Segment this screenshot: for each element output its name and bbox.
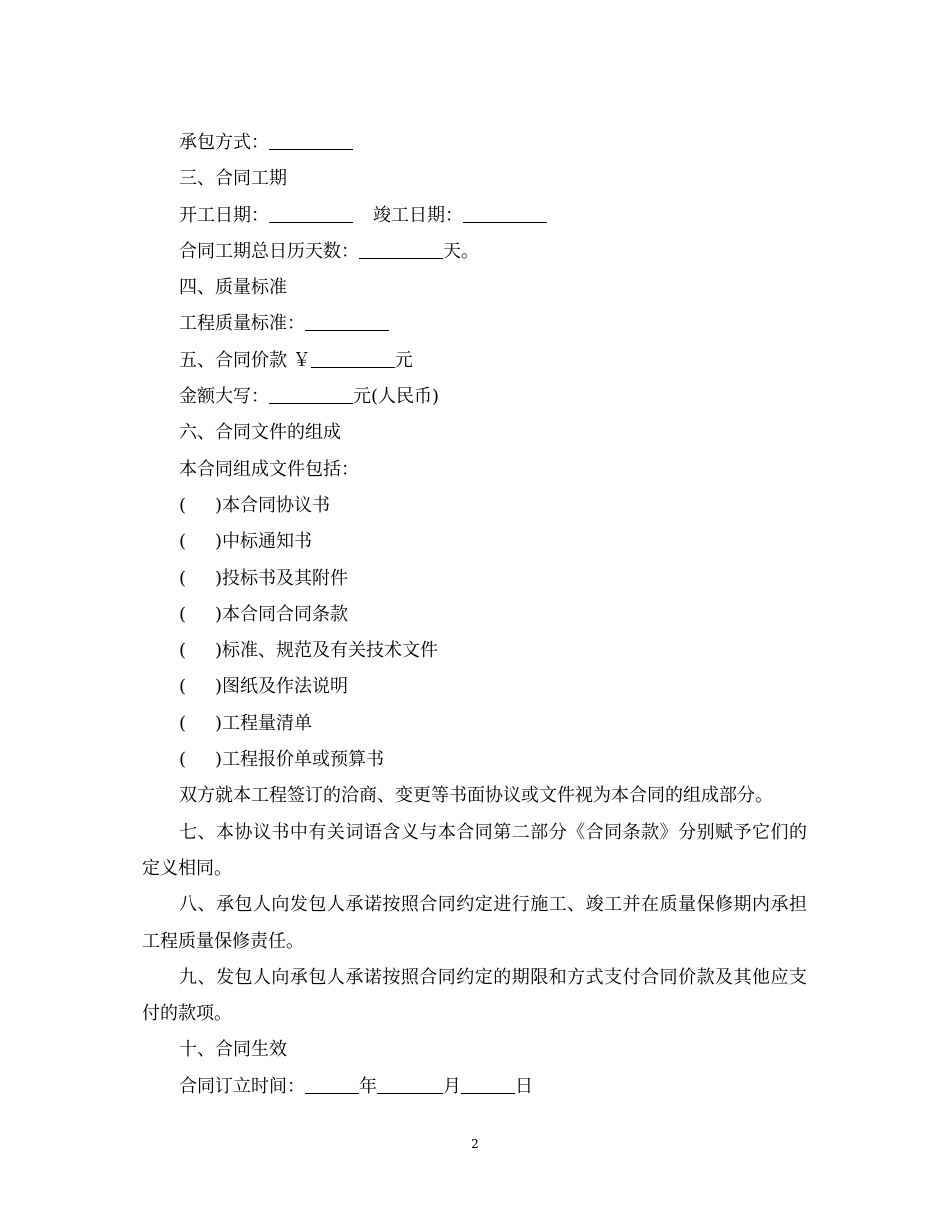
document-body — [142, 125, 807, 1105]
checkbox-paren: ( — [179, 749, 187, 771]
paragraph-9: 九、发包人向承包人承诺按照合同约定的期限和方式支付合同价款及其他应支付的款项。 — [142, 966, 807, 1025]
checkbox-paren: ( — [179, 640, 187, 662]
price-blank — [311, 349, 395, 368]
paragraph-supplement: 双方就本工程签订的洽商、变更等书面协议或文件视为本合同的组成部分。 — [179, 785, 773, 807]
contract-mode-line — [142, 125, 807, 161]
total-days-blank — [359, 240, 443, 259]
sign-day-blank — [461, 1075, 515, 1094]
checkbox-paren: ( — [179, 531, 187, 553]
amount-words-line — [142, 379, 807, 415]
amount-words-unit: 元(人民币) — [353, 386, 440, 408]
section6-title: 六、合同文件的组成 — [179, 422, 341, 444]
quality-standard-blank — [305, 312, 389, 331]
paragraph-8: 八、承包人向发包人承诺按照合同约定进行施工、竣工并在质量保修期内承担工程质量保修责任。 — [142, 894, 807, 952]
document-item-label: )中标通知书 — [215, 531, 313, 553]
start-date-blank — [269, 204, 353, 223]
sign-month-blank — [377, 1075, 443, 1094]
section5-title: 五、合同价款 ￥ — [179, 349, 311, 371]
document-item-label: )图纸及作法说明 — [215, 676, 349, 698]
document-item-label: )本合同合同条款 — [215, 603, 349, 625]
sign-date-line — [142, 1069, 807, 1105]
section3-title: 三、合同工期 — [179, 168, 287, 190]
quality-standard-label: 工程质量标准： — [179, 313, 305, 335]
total-days-line — [142, 234, 807, 270]
price-line — [142, 343, 807, 379]
checkbox-paren: ( — [179, 567, 187, 589]
completion-date-blank — [463, 204, 547, 223]
year-unit: 年 — [359, 1075, 377, 1097]
section10-title: 十、合同生效 — [179, 1039, 287, 1061]
day-unit: 日 — [515, 1075, 533, 1097]
docs-intro: 本合同组成文件包括： — [179, 458, 359, 480]
month-unit: 月 — [443, 1075, 461, 1097]
checkbox-paren: ( — [179, 676, 187, 698]
document-item-label: )工程报价单或预算书 — [215, 749, 385, 771]
document-item — [142, 524, 807, 560]
document-item — [142, 633, 807, 669]
amount-words-label: 金额大写： — [179, 386, 269, 408]
completion-date-label: 竣工日期： — [373, 204, 463, 226]
checkbox-paren: ( — [179, 494, 187, 516]
document-item — [142, 669, 807, 705]
dates-line — [142, 198, 807, 234]
start-date-label: 开工日期： — [179, 204, 269, 226]
contract-mode-label: 承包方式： — [179, 132, 269, 153]
quality-line — [142, 306, 807, 342]
sign-year-blank — [305, 1075, 359, 1094]
checkbox-paren: ( — [179, 712, 187, 734]
contract-mode-blank — [269, 131, 353, 150]
document-item — [142, 561, 807, 597]
document-item-label: )标准、规范及有关技术文件 — [215, 640, 439, 662]
document-item-label: )本合同协议书 — [215, 494, 331, 516]
sign-date-label: 合同订立时间： — [179, 1075, 305, 1097]
days-unit: 天。 — [443, 240, 479, 262]
document-item — [142, 597, 807, 633]
checkbox-paren: ( — [179, 603, 187, 625]
amount-words-blank — [269, 385, 353, 404]
total-days-label: 合同工期总日历天数： — [179, 240, 359, 262]
page-number: 2 — [471, 1137, 479, 1151]
document-item — [142, 488, 807, 524]
price-unit: 元 — [394, 349, 413, 371]
paragraph-7: 七、本协议书中有关词语含义与本合同第二部分《合同条款》分别赋予它们的定义相同。 — [142, 821, 807, 879]
document-item-label: )投标书及其附件 — [215, 567, 349, 589]
section4-title: 四、质量标准 — [179, 277, 287, 299]
document-item — [142, 742, 807, 778]
document-item-label: )工程量清单 — [215, 712, 313, 734]
document-item — [142, 706, 807, 742]
